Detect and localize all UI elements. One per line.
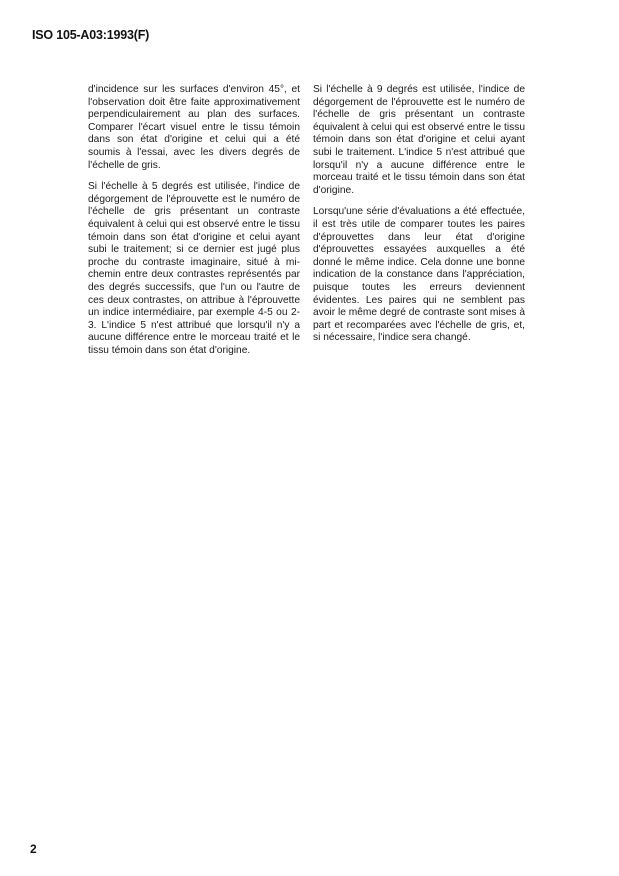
paragraph-nine-step-scale: Si l'échelle à 9 degrés est utilisée, l'indice de dégorgement de l'éprouvette est le numéro de l'échelle de gris présentant un contraste équivalent à celui qui est observé entre le tissu témoin dans son état d'origine et celui ayant subi le traitement. L'indice 5 n'est attribué que lorsqu'il n'y a aucune différence entre le morceau traité et le tissu témoin dans son état d'origine.	[313, 84, 525, 196]
page-number: 2	[30, 842, 37, 856]
paragraph-five-step-scale: Si l'échelle à 5 degrés est utilisée, l'indice de dégorgement de l'éprouvette est le numéro de l'échelle de gris présentant un contraste équivalent à celui qui est observé entre le tissu témoin dans son état d'origine et celui ayant subi le traitement; si ce dernier est jugé plus proche du contraste imaginaire, situé à mi-chemin entre deux contrastes représentés par des degrés successifs, que l'un ou l'autre de ces deux contrastes, on attribue à l'éprouvette un indice intermédiaire, par exemple 4-5 ou 2-3. L'indice 5 n'est attribué que lorsqu'il n'y a aucune différence entre le morceau traité et le tissu témoin dans son état d'origine.	[88, 181, 300, 356]
paragraph-observation-procedure: d'incidence sur les surfaces d'environ 45°, et l'observation doit être faite approximativement perpendiculairement au plan des surfaces. Comparer l'écart visuel entre le tissu témoin dans son état d'origine et celui qui a été soumis à l'essai, avec les divers degrés de l'échelle de gris.	[88, 84, 300, 171]
document-header-standard-id: ISO 105-A03:1993(F)	[32, 28, 150, 42]
left-text-column	[88, 84, 300, 366]
paragraph-series-evaluation: Lorsqu'une série d'évaluations a été effectuée, il est très utile de comparer toutes les paires d'éprouvettes dans leur état d'origine d'éprouvettes essayées auxquelles a été donné le même indice. Cela donne une bonne indication de la constance dans l'appréciation, puisque toutes les erreurs deviennent évidentes. Les paires qui ne semblent pas avoir le même degré de contraste sont mises à part et recomparées avec l'échelle de gris, et, si nécessaire, l'indice sera changé.	[313, 206, 525, 344]
right-text-column	[313, 84, 525, 354]
